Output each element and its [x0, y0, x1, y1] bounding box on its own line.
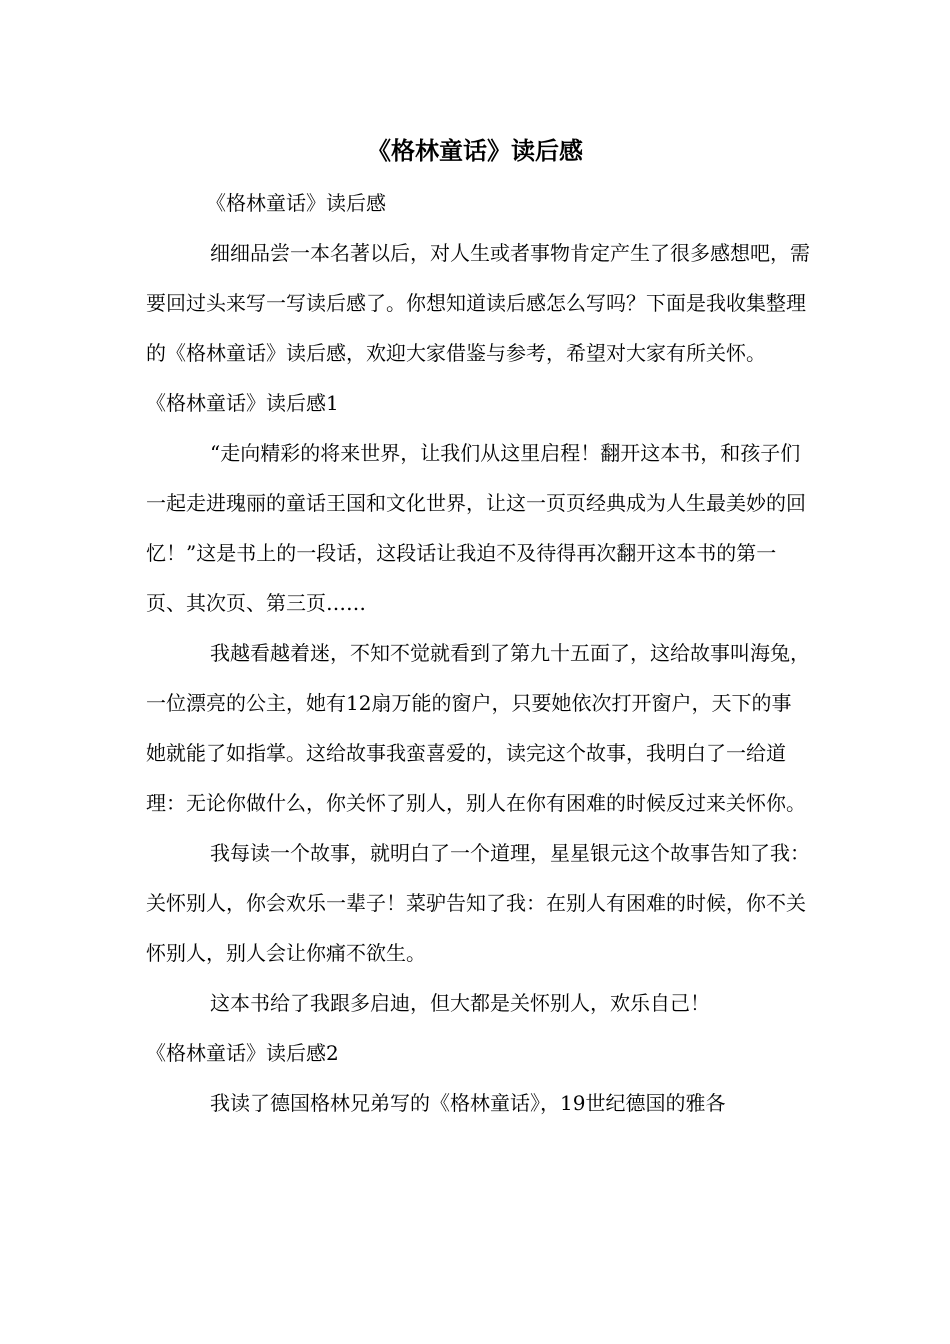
section-1-paragraph-1: “走向精彩的将来世界，让我们从这里启程！翻开这本书，和孩子们一起走进瑰丽的童话王国和文化世界，让这一页页经典成为人生最美妙的回忆！”这是书上的一段话，这段话让我迫不及待得再次翻开这本书的第一页、其次页、第三页……: [146, 441, 806, 615]
document-subtitle: 《格林童话》读后感: [206, 191, 386, 215]
section-1-paragraph-4: 这本书给了我跟多启迪，但大都是关怀别人，欢乐自己！: [210, 991, 710, 1015]
section-1-paragraph-3: 我每读一个故事，就明白了一个道理，星星银元这个故事告知了我：关怀别人，你会欢乐一辈子！菜驴告知了我：在别人有困难的时候，你不关怀别人，别人会让你痛不欲生。: [146, 841, 810, 965]
document-body: [146, 178, 810, 1128]
document-title: 《格林童话》读后感: [367, 136, 583, 165]
section-1-heading: 《格林童话》读后感1: [146, 391, 339, 415]
intro-paragraph: 细细品尝一本名著以后，对人生或者事物肯定产生了很多感想吧，需要回过头来写一写读后感了。你想知道读后感怎么写吗？下面是我收集整理的《格林童话》读后感，欢迎大家借鉴与参考，希望对大家有所关怀。: [146, 241, 810, 365]
section-2-heading: 《格林童话》读后感2: [146, 1041, 339, 1065]
section-2-paragraph-1: 我读了德国格林兄弟写的《格林童话》，19世纪德国的雅各: [210, 1091, 726, 1115]
section-1-paragraph-2: 我越看越着迷，不知不觉就看到了第九十五面了，这给故事叫海兔，一位漂亮的公主，她有12扇万能的窗户，只要她依次打开窗户，天下的事她就能了如指掌。这给故事我蛮喜爱的，读完这个故事，我明白了一给道理：无论你做什么，你关怀了别人，别人在你有困难的时候反过来关怀你。: [146, 641, 810, 815]
